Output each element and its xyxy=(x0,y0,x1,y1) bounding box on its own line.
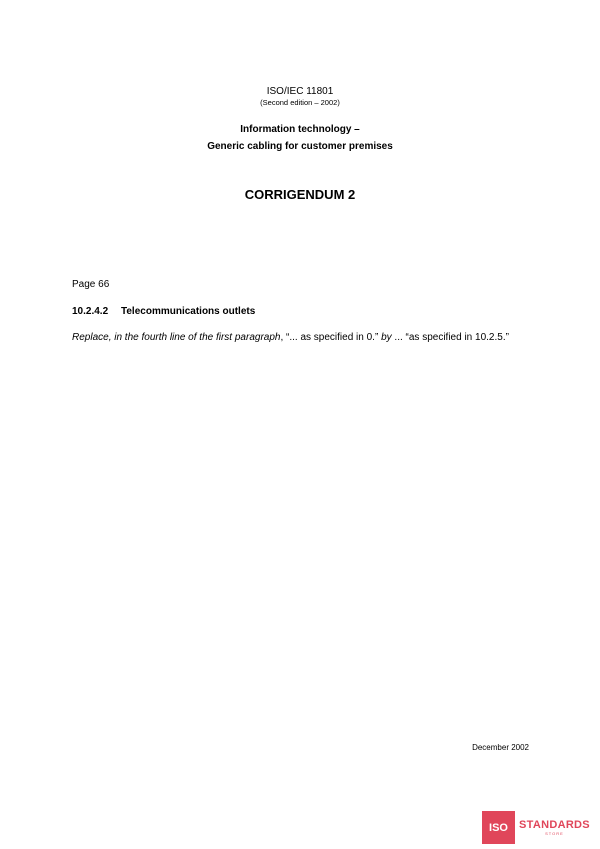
page-reference: Page 66 xyxy=(72,279,110,290)
document-title-line-2: Generic cabling for customer premises xyxy=(207,141,393,152)
clause-heading xyxy=(72,306,255,317)
instruction-text-1: , “... as specified in 0.” xyxy=(280,332,382,343)
instruction-italic-2: by xyxy=(381,332,392,343)
logo-wordmark: STANDARDS xyxy=(519,819,590,831)
instruction-text-2: ... “as specified in 10.2.5.” xyxy=(391,332,509,343)
logo-subtext: STORE xyxy=(545,831,564,836)
clause-title: Telecommunications outlets xyxy=(121,306,256,317)
correction-paragraph xyxy=(72,331,529,344)
iso-standards-store-logo xyxy=(482,811,590,844)
iso-badge: ISO xyxy=(482,811,515,844)
clause-number: 10.2.4.2 xyxy=(72,306,109,317)
corrigendum-heading: CORRIGENDUM 2 xyxy=(244,187,356,202)
edition-note: (Second edition – 2002) xyxy=(260,98,340,107)
document-title-line-1: Information technology – xyxy=(240,124,360,135)
instruction-italic-1: Replace, in the fourth line of the first paragraph xyxy=(72,332,281,343)
issue-date: December 2002 xyxy=(472,743,529,752)
logo-wordmark-group xyxy=(519,819,590,836)
standard-number: ISO/IEC 11801 xyxy=(266,86,334,97)
